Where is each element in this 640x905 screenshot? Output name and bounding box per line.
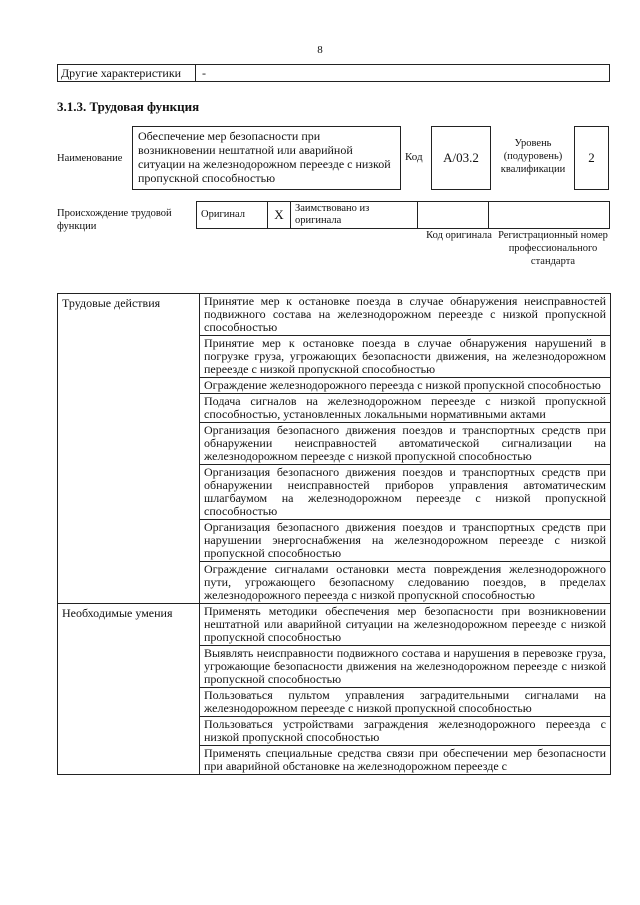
other-characteristics-row — [57, 64, 610, 82]
origin-label: Происхождение трудовой функции — [57, 208, 172, 232]
labor-action-item: Принятие мер к остановке поезда в случае обнаружения нарушений в погрузке груза, угрожающих безопасности движения, на железнодорожном переезде с низкой пропускной способностью — [200, 336, 611, 378]
labor-action-item: Организация безопасного движения поездов и транспортных средств при обнаружении неисправностей автоматической сигнализации на железнодорожном переезде с низкой пропускной способностью — [200, 423, 611, 465]
labor-action-item: Ограждение железнодорожного переезда с низкой пропускной способностью — [200, 378, 611, 394]
skill-item: Пользоваться пультом управления заградительными сигналами на железнодорожном переезде с низкой пропускной способностью — [200, 688, 611, 717]
function-details-table — [57, 293, 611, 775]
reg-number-caption: Регистрационный номер профессионального стандарта — [498, 230, 608, 267]
original-mark: X — [268, 202, 291, 229]
section-title: 3.1.3. Трудовая функция — [57, 99, 200, 114]
skill-item: Пользоваться устройствами заграждения железнодорожного переезда с низкой пропускной способностью — [200, 717, 611, 746]
function-name: Обеспечение мер безопасности при возникновении нештатной или аварийной ситуации на железнодорожном переезде с низкой пропускной способностью — [132, 126, 401, 190]
table-row — [58, 604, 611, 646]
labor-action-item: Принятие мер к остановке поезда в случае обнаружения неисправностей подвижного состава на железнодорожном переезде с низкой пропускной способностью — [200, 294, 611, 336]
level-label: Уровень (подуровень) квалификации — [500, 138, 566, 175]
skills-label: Необходимые умения — [58, 604, 200, 775]
name-label: Наименование — [57, 153, 123, 164]
labor-action-item: Ограждение сигналами остановки места повреждения железнодорожного пути, угрожающего безопасному следованию поездов, в пределах железнодорожного переезда с низкой пропускной способностью — [200, 562, 611, 604]
qualification-level: 2 — [574, 126, 609, 190]
skill-item: Выявлять неисправности подвижного состава и нарушения в перевозке груза, угрожающие безопасности движения на железнодорожном переезде с низкой пропускной способностью — [200, 646, 611, 688]
skill-item: Применять специальные средства связи при обеспечении мер безопасности при аварийной обстановке на железнодорожном переезде с — [200, 746, 611, 775]
function-code: A/03.2 — [431, 126, 491, 190]
original-code-cell — [418, 202, 489, 229]
other-characteristics-value: - — [202, 66, 206, 80]
labor-action-item: Организация безопасного движения поездов и транспортных средств при обнаружении неисправностей приборов управления автоматическим шлагбаумом на железнодорожном переезде с низкой пропускной способностью — [200, 465, 611, 520]
skill-item: Применять методики обеспечения мер безопасности при возникновении нештатной или аварийной ситуации на железнодорожном переезде с низкой пропускной способностью — [200, 604, 611, 646]
labor-actions-label: Трудовые действия — [58, 294, 200, 604]
other-characteristics-label: Другие характеристики — [58, 65, 196, 81]
page-number: 8 — [317, 44, 323, 56]
original-code-caption: Код оригинала — [426, 230, 492, 241]
origin-table — [196, 201, 610, 229]
borrowed-cell: Заимствовано из оригинала — [291, 202, 418, 229]
code-label: Код — [405, 151, 423, 163]
labor-action-item: Организация безопасного движения поездов и транспортных средств при нарушении энергоснабжения на железнодорожном переезде с низкой пропускной способностью — [200, 520, 611, 562]
table-row — [58, 294, 611, 336]
reg-number-cell — [489, 202, 610, 229]
original-cell: Оригинал — [197, 202, 268, 229]
labor-action-item: Подача сигналов на железнодорожном переезде с низкой пропускной способностью, установленных локальными нормативными актами — [200, 394, 611, 423]
